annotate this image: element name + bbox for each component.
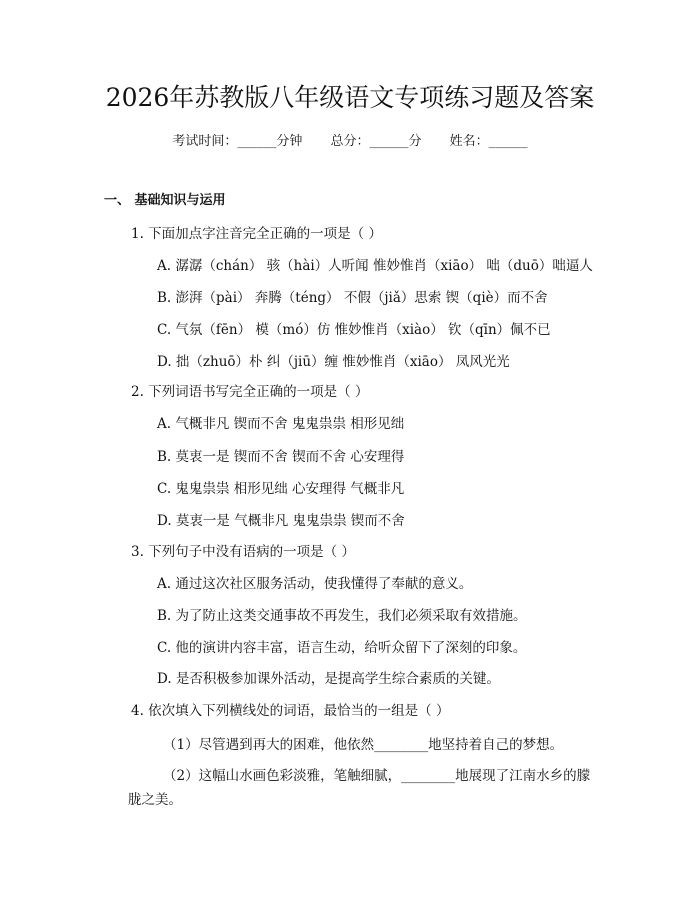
question-3-option-d: D. 是否积极参加课外活动，是提高学生综合素质的关键。 — [157, 671, 500, 687]
question-1-option-b: B. 澎湃（pài） 奔腾（téng） 不假（jiǎ）思索 锲（qiè）而不舍 — [157, 290, 548, 306]
question-3: 3. 下列句子中没有语病的一项是（ ） — [131, 544, 355, 560]
question-2-option-c: C. 鬼鬼祟祟 相形见绌 心安理得 气概非凡 — [157, 481, 405, 497]
question-2: 2. 下列词语书写完全正确的一项是（ ） — [131, 384, 369, 400]
question-2-option-a: A. 气概非凡 锲而不舍 鬼鬼祟祟 相形见绌 — [157, 416, 405, 432]
question-3-option-c: C. 他的演讲内容丰富，语言生动，给听众留下了深刻的印象。 — [157, 640, 527, 656]
question-4: 4. 依次填入下列横线处的词语，最恰当的一组是（ ） — [131, 703, 450, 719]
question-4-sentence-2: （2）这幅山水画色彩淡雅，笔触细腻，________地展现了江南水乡的朦 — [163, 768, 591, 784]
question-1-option-c: C. 气氛（fēn） 模（mó）仿 惟妙惟肖（xiào） 钦（qīn）佩不已 — [157, 322, 551, 338]
exam-time: 考试时间：______分钟 — [172, 134, 303, 149]
question-1-option-d: D. 拙（zhuō）朴 纠（jiū）缠 惟妙惟肖（xiāo） 凤风光光 — [157, 354, 510, 370]
question-4-sentence-1: （1）尽管遇到再大的困难，他依然________地坚持着自己的梦想。 — [163, 737, 564, 753]
question-2-option-d: D. 莫衷一是 气概非凡 鬼鬼祟祟 锲而不舍 — [157, 513, 405, 529]
section-heading: 一、 基础知识与运用 — [104, 193, 226, 208]
document-title: 2026年苏教版八年级语文专项练习题及答案 — [105, 83, 595, 112]
question-3-option-a: A. 通过这次社区服务活动，使我懂得了奉献的意义。 — [157, 576, 473, 592]
student-name: 姓名：______ — [449, 134, 528, 149]
question-2-option-b: B. 莫衷一是 锲而不舍 锲而不舍 心安理得 — [157, 449, 405, 465]
exam-score: 总分：______分 — [330, 134, 422, 149]
exam-meta — [0, 133, 700, 151]
question-3-option-b: B. 为了防止这类交通事故不再发生，我们必须采取有效措施。 — [157, 608, 527, 624]
question-1: 1. 下面加点字注音完全正确的一项是（ ） — [131, 226, 382, 242]
question-4-sentence-2-continued: 胧之美。 — [128, 792, 182, 808]
question-1-option-a: A. 潺潺（chán） 骇（hài）人听闻 惟妙惟肖（xiāo） 咄（duō）咄逼人 — [157, 258, 593, 274]
